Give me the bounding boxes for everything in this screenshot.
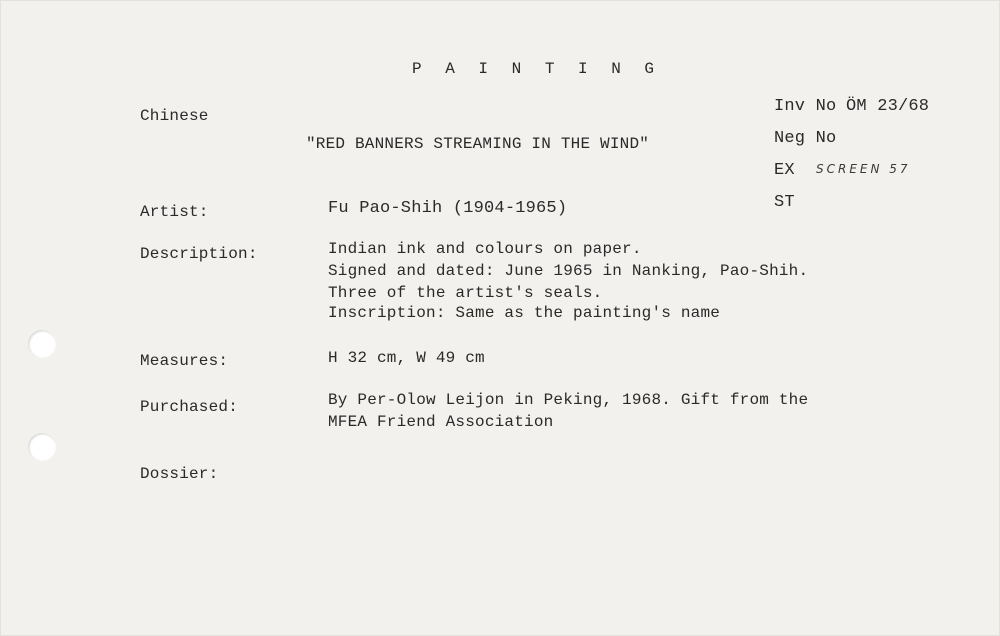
artist-label: Artist: <box>140 203 209 221</box>
purchased-line: MFEA Friend Association <box>328 413 554 431</box>
st-label: ST <box>774 193 795 212</box>
inv-no-value: ÖM 23/68 <box>846 97 930 116</box>
punch-hole <box>28 330 56 358</box>
ex-label: EX <box>774 161 795 180</box>
measures-label: Measures: <box>140 352 229 370</box>
description-line: Indian ink and colours on paper. <box>328 240 642 258</box>
origin-label: Chinese <box>140 107 209 125</box>
description-line: Inscription: Same as the painting's name <box>328 304 721 322</box>
purchased-label: Purchased: <box>140 398 239 416</box>
card-title: P A I N T I N G <box>412 60 662 78</box>
neg-no-label: Neg No <box>774 129 837 148</box>
punch-hole <box>28 433 56 461</box>
measures-value: H 32 cm, W 49 cm <box>328 349 485 367</box>
dossier-label: Dossier: <box>140 465 219 483</box>
description-line: Three of the artist's seals. <box>328 284 603 302</box>
description-line: Signed and dated: June 1965 in Nanking, Pao-Shih. <box>328 262 809 280</box>
painting-title: "RED BANNERS STREAMING IN THE WIND" <box>306 135 650 153</box>
purchased-line: By Per-Olow Leijon in Peking, 1968. Gift from the <box>328 391 809 409</box>
inv-no-label: Inv No <box>774 97 837 116</box>
artist-value: Fu Pao-Shih (1904-1965) <box>328 199 568 218</box>
description-label: Description: <box>140 245 258 263</box>
ex-handwritten-value: SCREEN 57 <box>816 162 911 176</box>
